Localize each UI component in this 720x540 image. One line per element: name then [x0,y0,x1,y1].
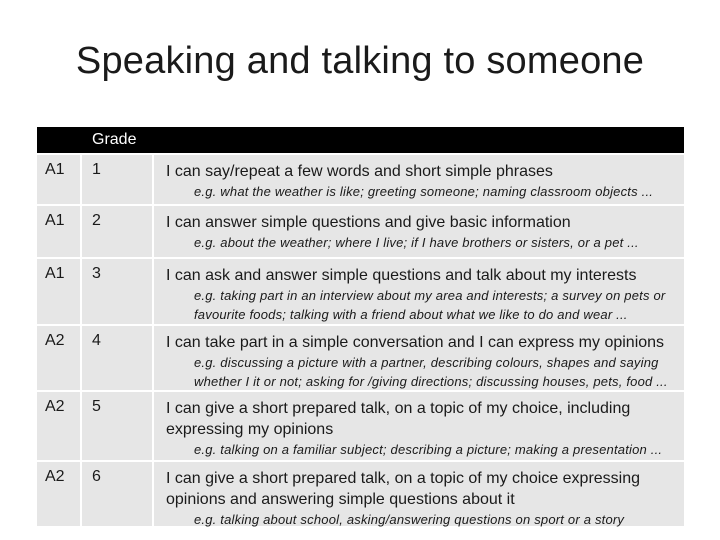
header-grade-cell: Grade [82,127,154,153]
can-do-statement: I can ask and answer simple questions and talk about my interests [166,267,637,284]
table-row-level: A2 [37,392,82,460]
example-text: e.g. discussing a picture with a partner, describing colours, shapes and saying whether I it or not; asking for /giving directions; discussing houses, pets, food ... [194,355,668,389]
table-row-description [154,392,684,460]
table-row-level: A1 [37,206,82,257]
table-row-grade: 1 [82,155,154,204]
can-do-statement: I can answer simple questions and give basic information [166,214,571,231]
can-do-statement: I can take part in a simple conversation and I can express my opinions [166,334,665,351]
can-do-statement: I can give a short prepared talk, on a topic of my choice expressing opinions and answering simple questions about it [166,470,641,508]
table-row-description [154,155,684,204]
table-row-level: A1 [37,155,82,204]
table-row-level: A2 [37,462,82,526]
can-do-statement: I can say/repeat a few words and short simple phrases [166,163,553,180]
can-do-statement: I can give a short prepared talk, on a topic of my choice, including expressing my opinions [166,400,631,438]
table-row-description [154,259,684,324]
table-row-level: A1 [37,259,82,324]
example-text: e.g. about the weather; where I live; if I have brothers or sisters, or a pet ... [194,235,639,250]
table-row-level: A2 [37,326,82,390]
skills-table [37,127,684,526]
header-level-cell [37,127,82,153]
example-text: e.g. what the weather is like; greeting someone; naming classroom objects ... [194,184,654,199]
page-title: Speaking and talking to someone [75,40,645,82]
example-text: e.g. talking about school, asking/answering questions on sport or a story [194,512,625,527]
table-row-grade: 6 [82,462,154,526]
table-row-description [154,326,684,390]
table-row-grade: 4 [82,326,154,390]
table-row-grade: 3 [82,259,154,324]
table-row-description [154,462,684,526]
header-description-cell [154,127,684,153]
example-text: e.g. taking part in an interview about my area and interests; a survey on pets or favourite foods; talking with a friend about what we like to do and wear ... [194,288,666,322]
table-row-grade: 2 [82,206,154,257]
example-text: e.g. talking on a familiar subject; describing a picture; making a presentation ... [194,442,663,457]
table-row-grade: 5 [82,392,154,460]
table-row-description [154,206,684,257]
